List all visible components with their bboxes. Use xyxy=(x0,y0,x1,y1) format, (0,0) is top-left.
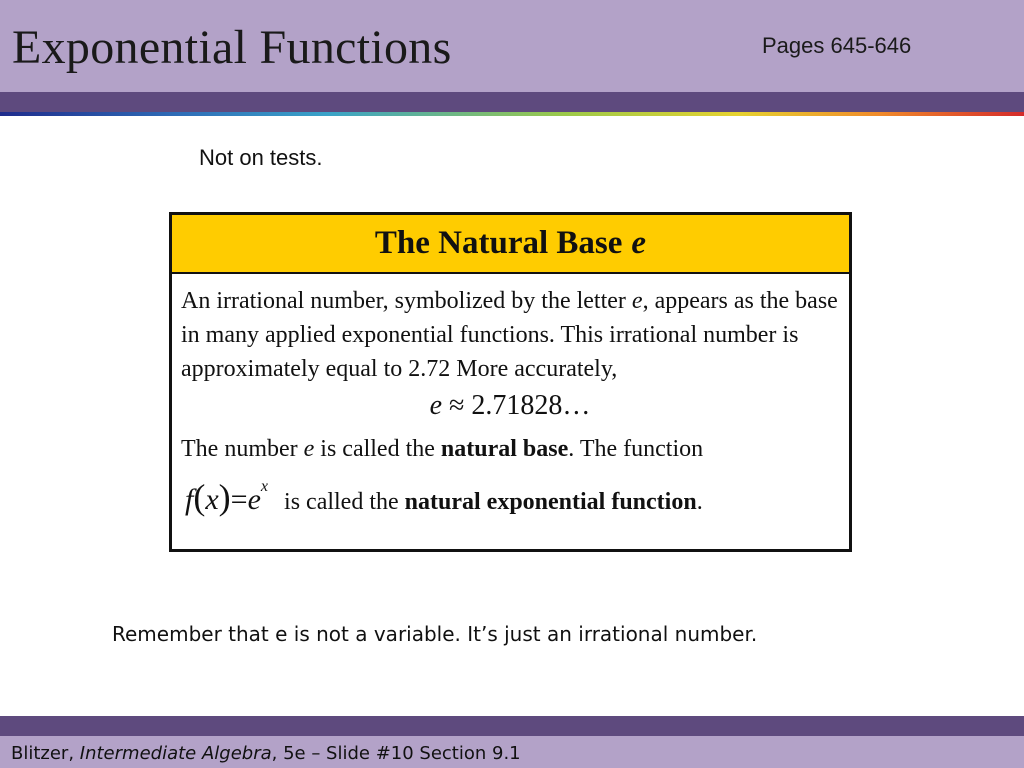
formula-right-paren: ) xyxy=(218,477,231,517)
para1-variable: e xyxy=(631,288,643,314)
formula-x: x xyxy=(205,483,219,516)
function-description xyxy=(284,485,703,519)
para3-text-a: is called the xyxy=(284,489,405,515)
note-text: Not on tests. xyxy=(199,145,323,170)
para2-text-c: . The function xyxy=(568,436,704,462)
natural-base-term: natural base xyxy=(440,436,569,462)
formula-left-paren: ( xyxy=(193,477,206,517)
definition-title-text: The Natural Base xyxy=(374,225,623,261)
definition-box xyxy=(169,212,852,552)
rainbow-divider xyxy=(0,112,1024,116)
para2-variable: e xyxy=(303,436,315,462)
formula-equals: = xyxy=(230,483,248,516)
definition-paragraph-2 xyxy=(181,432,839,466)
approx-value: 2.71828… xyxy=(471,390,591,421)
footer-author: Blitzer, xyxy=(11,743,80,764)
header-accent-band xyxy=(0,92,1024,112)
footer-accent-band xyxy=(0,716,1024,736)
footer-book-title: Intermediate Algebra xyxy=(79,743,272,764)
para1-text-b: , appears as the base in many applied exponential functions. This irrational number is approximately equal to 2.72 More accurately, xyxy=(181,288,838,382)
natural-exponential-term: natural exponential function xyxy=(404,489,697,515)
footer-citation xyxy=(11,743,521,764)
para3-text-b: . xyxy=(696,489,703,515)
approximation-equation xyxy=(181,388,839,424)
definition-box-title xyxy=(172,215,849,274)
reminder-text: Remember that e is not a variable. It’s just an irrational number. xyxy=(112,622,758,646)
para2-text-b: is called the xyxy=(314,436,441,462)
para2-text-a: The number xyxy=(181,436,304,462)
approx-variable: e xyxy=(429,390,443,421)
formula-f: f xyxy=(185,483,194,516)
definition-paragraph-1 xyxy=(181,284,839,386)
formula-e: e xyxy=(247,483,261,516)
function-line xyxy=(181,470,839,519)
definition-body xyxy=(172,274,849,519)
para1-text-a: An irrational number, symbolized by the letter xyxy=(181,288,632,314)
formula-exponent: x xyxy=(260,478,269,495)
definition-title-variable: e xyxy=(631,225,647,261)
approx-symbol: ≈ xyxy=(449,390,465,421)
page-reference: Pages 645-646 xyxy=(762,33,912,58)
slide-title: Exponential Functions xyxy=(12,21,452,74)
natural-exponential-formula xyxy=(185,470,268,517)
footer-slide-info: , 5e – Slide #10 Section 9.1 xyxy=(271,743,521,764)
